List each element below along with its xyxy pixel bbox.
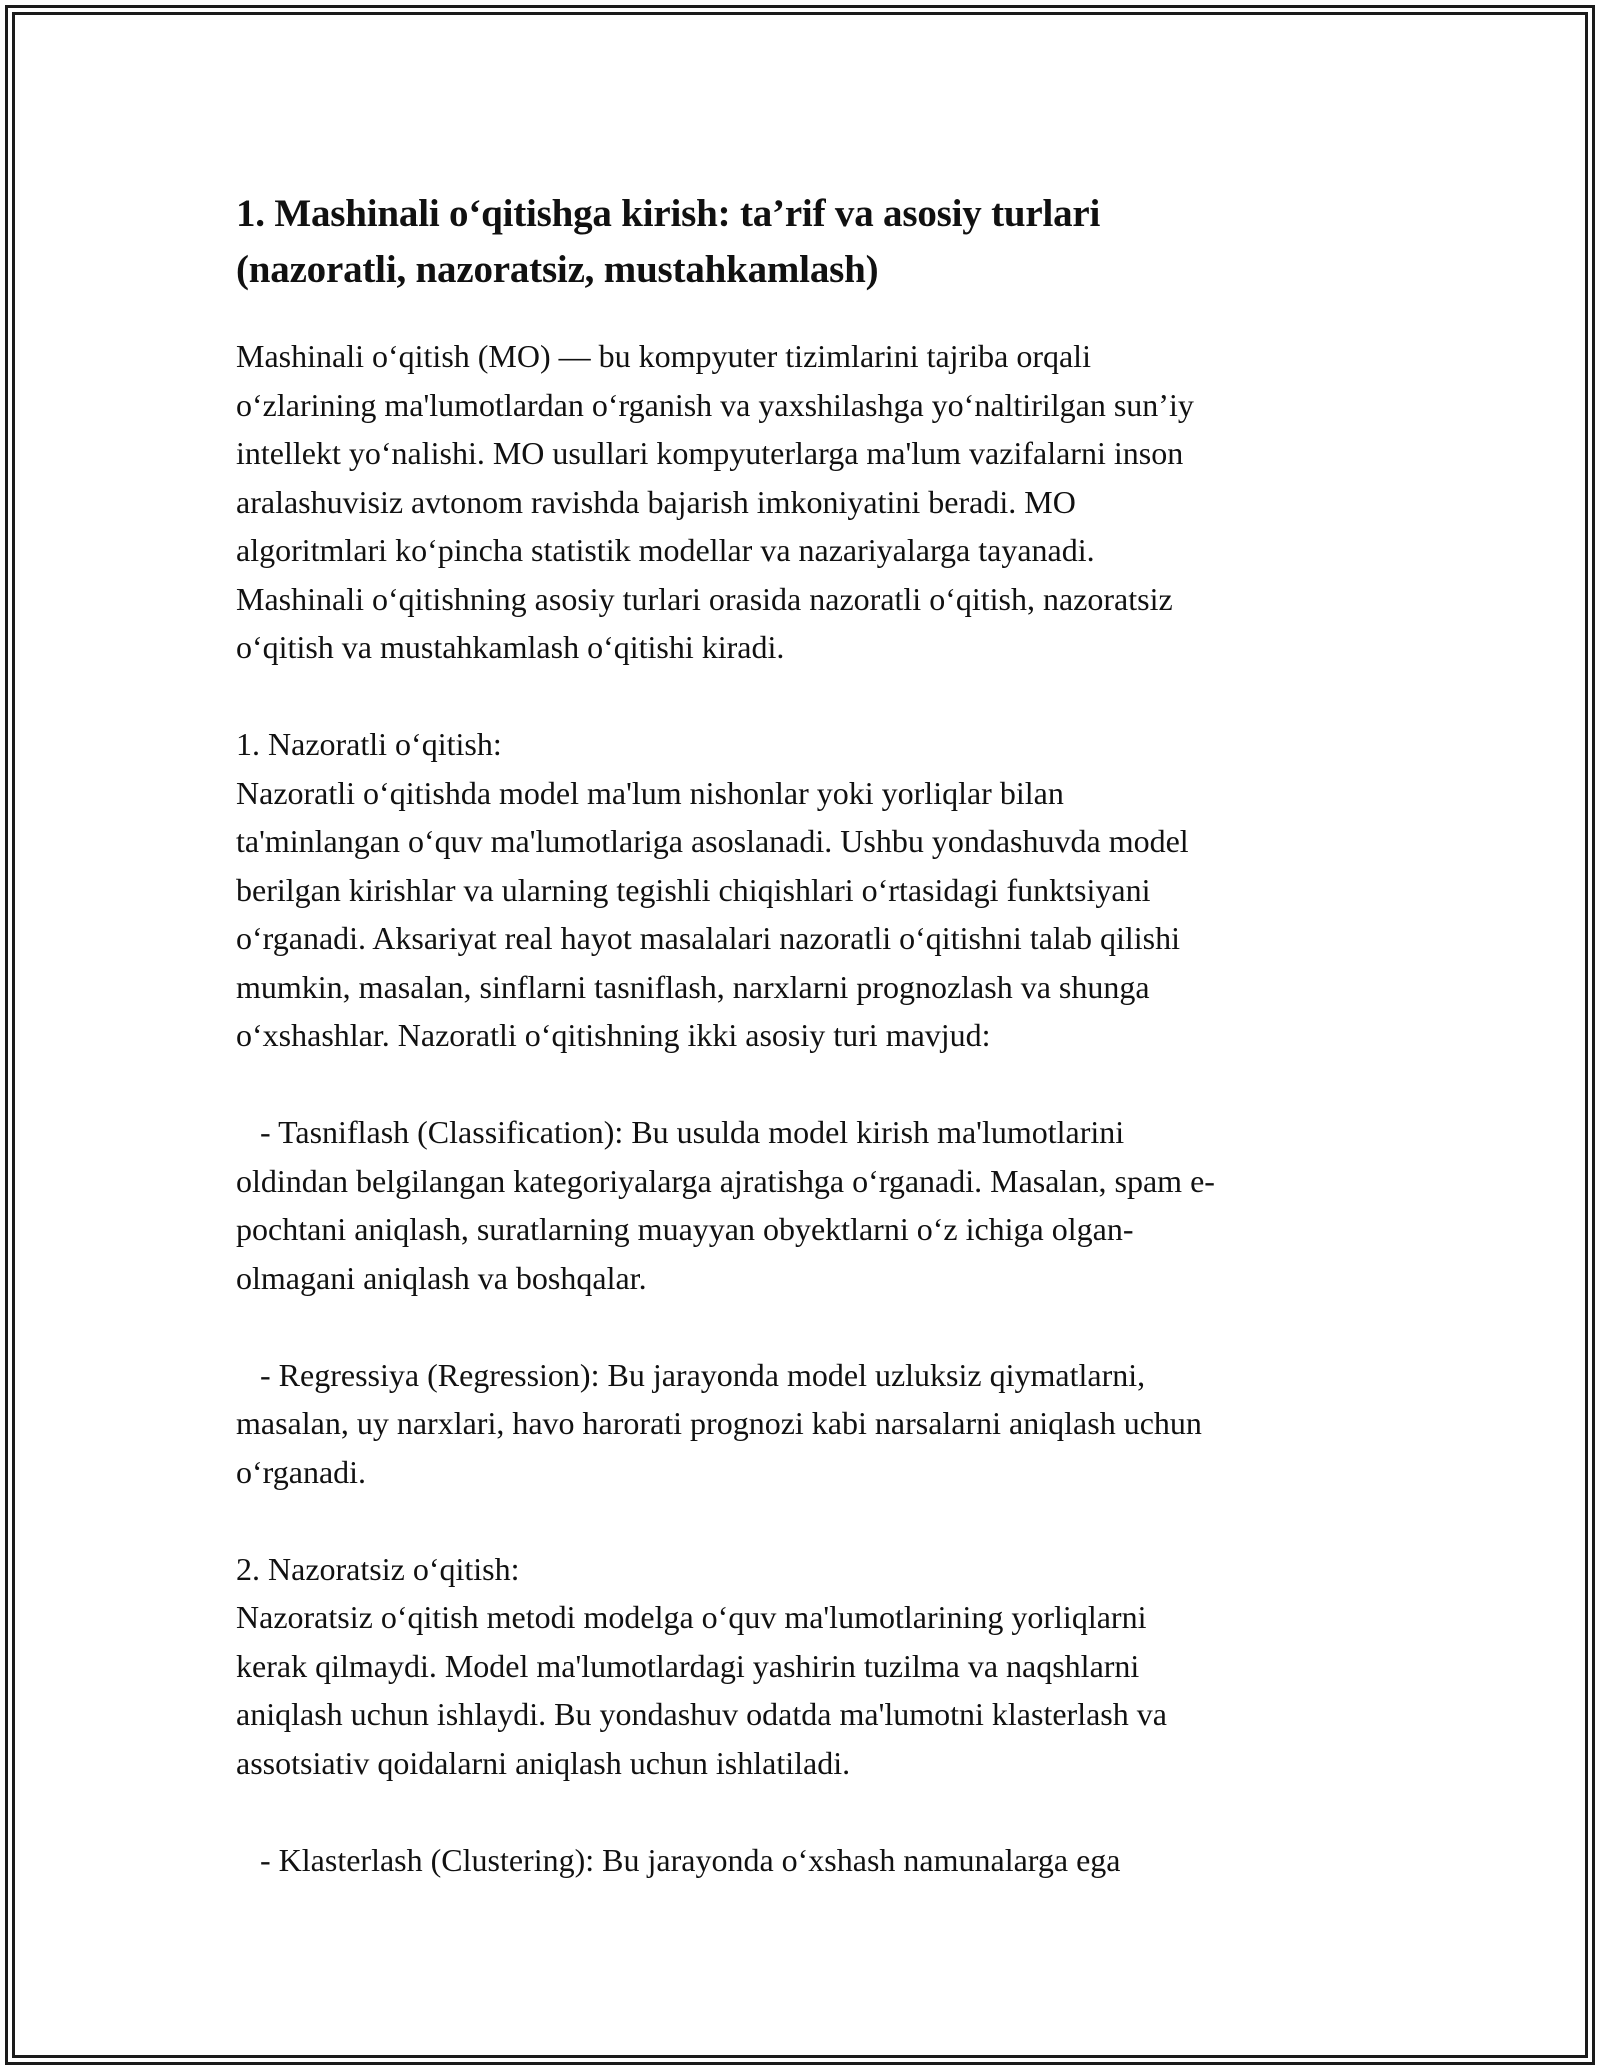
section-body-supervised: Nazoratli o‘qitishda model ma'lum nishonlar yoki yorliqlar bilan ta'minlangan o‘quv ma'lumotlariga asoslanadi. Ushbu yondashuvda model berilgan kirishlar va ularning tegishli chiqishlari o‘rtasidagi funktsiyani o‘rganadi. Aksariyat real hayot masalalari nazoratli o‘qitishni talab qilishi mumkin, masalan, sinflarni tasniflash, narxlarni prognozlash va shunga o‘xshashlar. Nazoratli o‘qitishning ikki asosiy turi mavjud: xyxy=(236,774,1189,1053)
section-title-unsupervised: 2. Nazoratsiz o‘qitish: xyxy=(236,1550,520,1587)
page-title: 1. Mashinali o‘qitishga kirish: ta’rif va asosiy turlari (nazoratli, nazoratsiz, mustahkamlash) xyxy=(236,192,1101,291)
section-title-supervised: 1. Nazoratli o‘qitish: xyxy=(236,726,502,762)
list-item-classification: - Tasniflash (Classification): Bu usulda model kirish ma'lumotlarini oldindan belgilangan kategoriyalarga ajratishga o‘rganadi. Masalan, spam e- pochtani aniqlash, suratlarning muayyan obyektlarni o‘z ichiga olgan- olmagani aniqlash va boshqalar. xyxy=(236,1114,1215,1296)
list-item-regression: - Regressiya (Regression): Bu jarayonda model uzluksiz qiymatlarni, masalan, uy narxlari, havo harorati prognozi kabi narsalarni aniqlash uchun o‘rganadi. xyxy=(236,1356,1202,1490)
document-body xyxy=(236,186,1366,1884)
list-item-clustering: - Klasterlash (Clustering): Bu jarayonda o‘xshash namunalarga ega xyxy=(236,1841,1121,1878)
paragraph-gap xyxy=(236,1496,1366,1545)
paragraph-gap xyxy=(236,672,1366,721)
paragraph-gap xyxy=(236,1302,1366,1351)
intro-paragraph: Mashinali o‘qitish (MO) — bu kompyuter tizimlarini tajriba orqali o‘zlarining ma'lumotlardan o‘rganish va yaxshilashga yo‘naltirilgan sun’iy intellekt yo‘nalishi. MO usullari kompyuterlarga ma'lum vazifalarni inson aralashuvisiz avtonom ravishda bajarish imkoniyatini beradi. MO algoritmlari ko‘pincha statistik modellar va nazariyalarga tayanadi. Mashinali o‘qitishning asosiy turlari orasida nazoratli o‘qitish, nazoratsiz o‘qitish va mustahkamlash o‘qitishi kiradi. xyxy=(236,338,1194,665)
paragraph-gap xyxy=(236,1787,1366,1836)
section-body-unsupervised: Nazoratsiz o‘qitish metodi modelga o‘quv ma'lumotlarining yorliqlarni kerak qilmaydi. Model ma'lumotlardagi yashirin tuzilma va naqshlarni aniqlash uchun ishlaydi. Bu yondashuv odatda ma'lumotni klasterlash va assotsiativ qoidalarni aniqlash uchun ishlatiladi. xyxy=(236,1599,1167,1781)
heading-spacer xyxy=(236,298,1366,332)
paragraph-gap xyxy=(236,1060,1366,1109)
